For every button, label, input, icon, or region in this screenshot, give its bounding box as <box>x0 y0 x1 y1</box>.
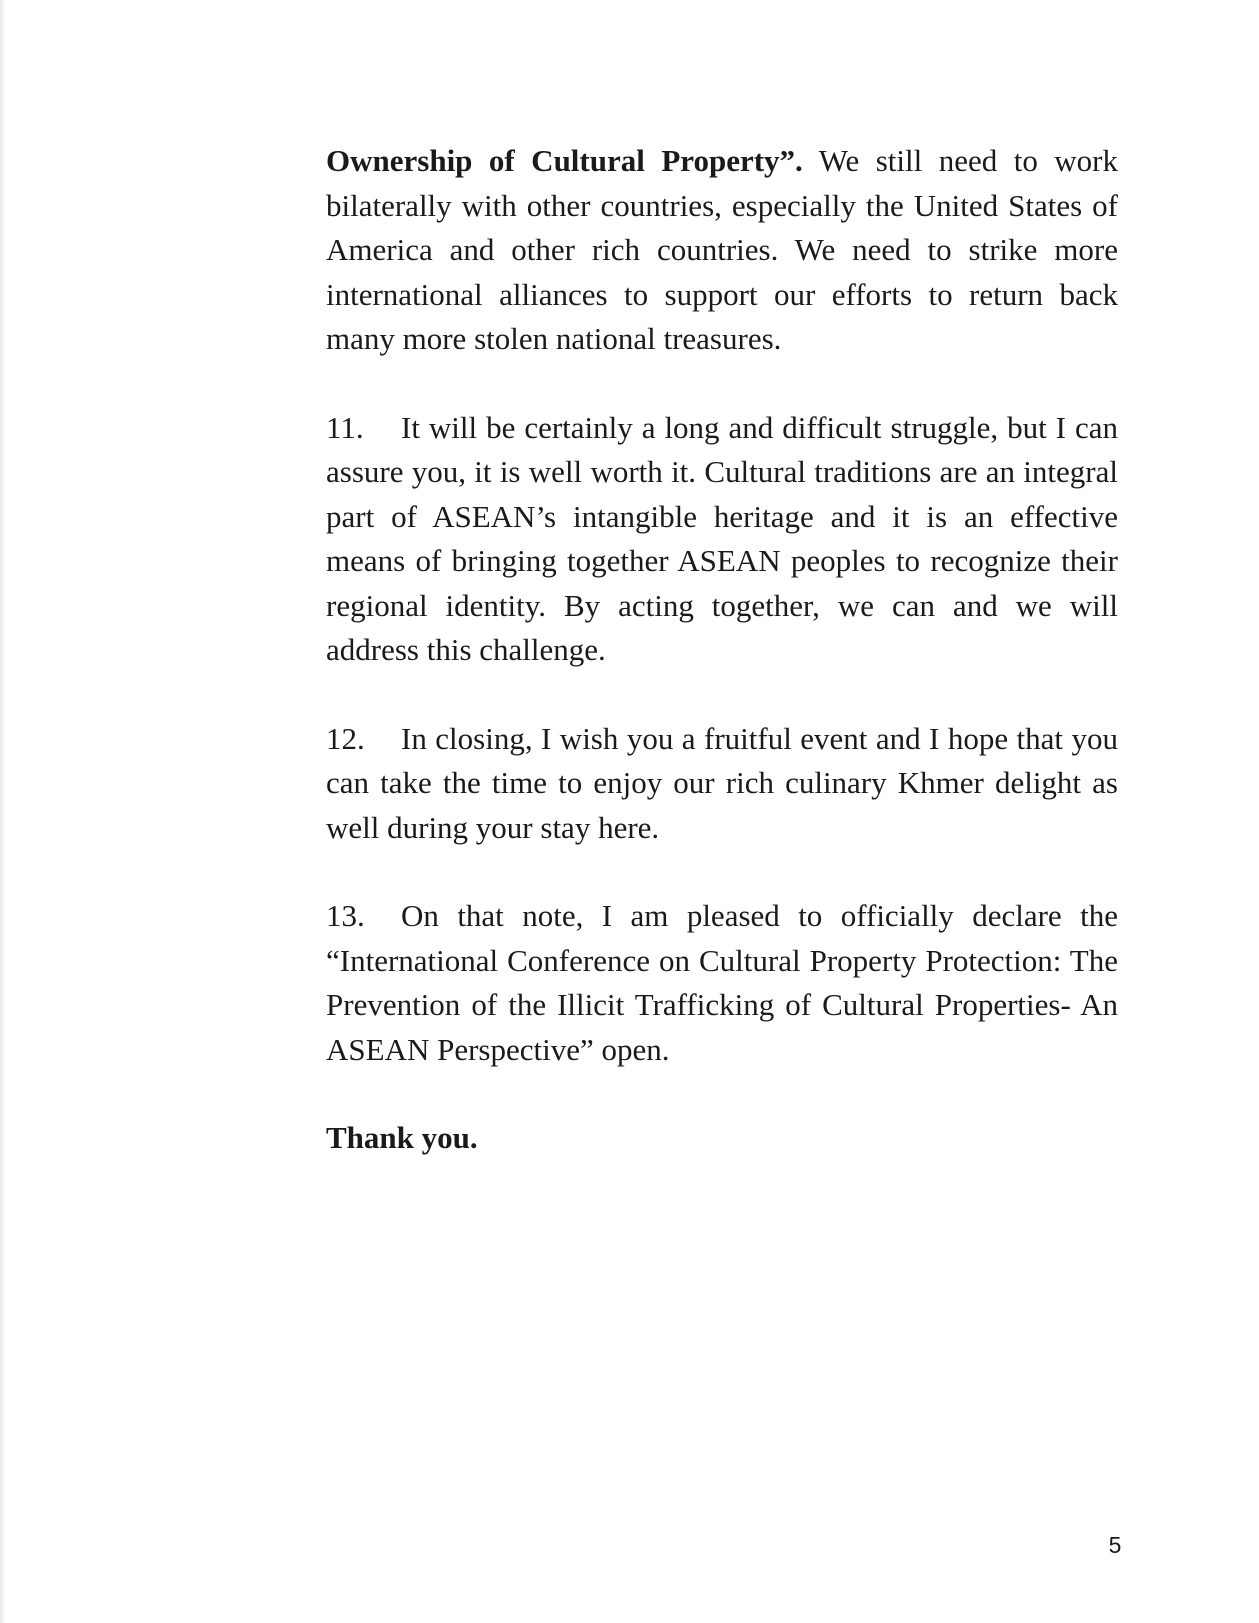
paragraph-number: 13. <box>326 898 365 933</box>
paragraph-bold-lead: Ownership of Cultural Property”. <box>326 143 803 178</box>
paragraph-text: We still need to work bilaterally with other countries, especially the United States of America and other rich countries. We need to strike more international alliances to support our efforts to return back many more stolen national treasures. <box>326 143 1118 356</box>
paragraph-12 <box>326 717 1118 851</box>
page-number: 5 <box>1108 1532 1122 1558</box>
page-edge-shadow <box>0 0 6 1623</box>
paragraph-number: 12. <box>326 720 365 756</box>
paragraph-text: In closing, I wish you a fruitful event and I hope that you can take the time to enjoy our rich culinary Khmer delight as well during your stay here. <box>326 720 1118 845</box>
paragraph-11 <box>326 406 1118 673</box>
paragraph-continuation <box>326 139 1118 362</box>
paragraph-number: 11. <box>326 409 364 445</box>
paragraph-text: On that note, I am pleased to officially declare the “International Conference on Cultural Property Protection: The Prevention of the Illicit Trafficking of Cultural Properties- An ASEAN Perspective” open. <box>326 898 1118 1067</box>
closing-thank-you: Thank you. <box>326 1120 478 1155</box>
paragraph-text: It will be certainly a long and difficult struggle, but I can assure you, it is well worth it. Cultural traditions are an integral part of ASEAN’s intangible heritage and it is an effective means of bringing together ASEAN peoples to recognize their regional identity. By acting together, we can and we will address this challenge. <box>326 409 1118 667</box>
paragraph-13 <box>326 894 1118 1072</box>
document-body <box>326 139 1118 1161</box>
